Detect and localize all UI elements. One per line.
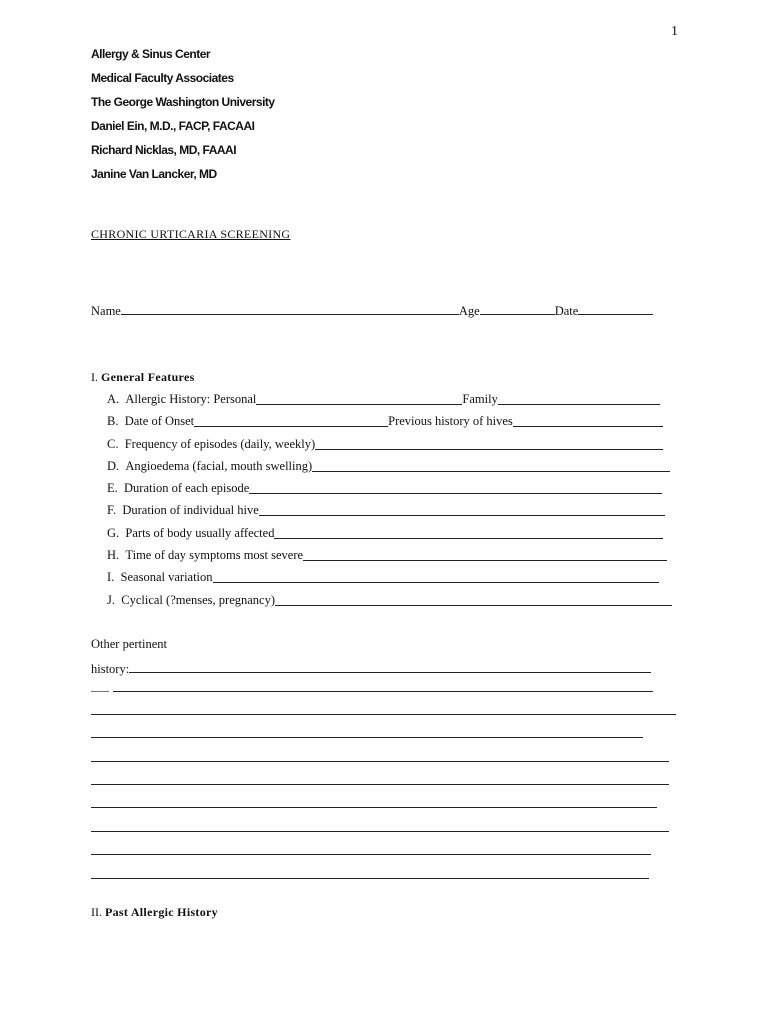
time-of-day-label: Time of day symptoms most severe [125, 548, 304, 563]
other-history-lines [91, 680, 676, 890]
section-general-numeral: I. [91, 370, 98, 384]
date-of-onset-label: Date of Onset [124, 414, 195, 429]
clinic-name: Allergy & Sinus Center [91, 47, 211, 61]
date-of-onset-field[interactable] [194, 414, 388, 427]
name-field[interactable] [121, 302, 459, 315]
allergic-history-label: Allergic History: Personal [125, 392, 257, 406]
history-label: history: [91, 662, 130, 676]
page-number: 1 [671, 24, 678, 39]
physician-2: Richard Nicklas, MD, FAAAI [91, 143, 237, 157]
age-label: Age [458, 304, 480, 318]
hive-duration-field[interactable] [259, 503, 665, 516]
history-line[interactable] [91, 749, 669, 761]
history-line[interactable] [91, 726, 643, 738]
list-item: E. Duration of each episode [107, 481, 672, 503]
history-line-prefix: ___ [91, 679, 109, 693]
physician-1: Daniel Ein, M.D., FACP, FACAAI [91, 119, 255, 133]
other-history-field[interactable] [129, 660, 651, 673]
date-label: Date [554, 304, 579, 318]
cyclical-label: Cyclical (?menses, pregnancy) [121, 592, 276, 607]
history-line[interactable] [91, 773, 669, 785]
form-title: CHRONIC URTICARIA SCREENING [91, 227, 291, 241]
history-line[interactable] [91, 866, 649, 878]
faculty-name: Medical Faculty Associates [91, 71, 234, 85]
section-past-heading [91, 905, 218, 920]
previous-hives-field[interactable] [513, 414, 663, 427]
general-features-list [107, 392, 672, 615]
cyclical-field[interactable] [275, 593, 672, 606]
list-item: I. Seasonal variation [107, 570, 672, 592]
other-history-row [91, 660, 651, 677]
history-line[interactable] [91, 702, 676, 714]
time-of-day-field[interactable] [303, 548, 667, 561]
episode-duration-label: Duration of each episode [124, 481, 250, 496]
section-past-title: Past Allergic History [105, 905, 218, 919]
angioedema-field[interactable] [312, 459, 670, 472]
date-field[interactable] [578, 302, 653, 315]
list-item: F. Duration of individual hive [107, 503, 672, 525]
body-parts-label: Parts of body usually affected [125, 525, 275, 540]
patient-info-row [91, 302, 653, 319]
body-parts-field[interactable] [274, 526, 663, 539]
letterhead [91, 44, 275, 188]
history-line[interactable] [91, 843, 651, 855]
list-item: A. Allergic History: Personal Family [107, 392, 672, 414]
seasonal-label: Seasonal variation [120, 570, 213, 585]
section-past-numeral: II. [91, 905, 102, 919]
frequency-label: Frequency of episodes (daily, weekly) [124, 436, 316, 451]
university-name: The George Washington University [91, 95, 275, 109]
list-item: C. Frequency of episodes (daily, weekly) [107, 437, 672, 459]
other-history-label: Other pertinent [91, 637, 168, 651]
physician-3: Janine Van Lancker, MD [91, 167, 217, 181]
seasonal-field[interactable] [213, 570, 659, 583]
personal-history-field[interactable] [256, 392, 462, 405]
history-line[interactable] [91, 680, 676, 691]
name-label: Name [91, 304, 121, 318]
angioedema-label: Angioedema (facial, mouth swelling) [125, 458, 313, 473]
history-line[interactable] [91, 819, 669, 831]
family-history-field[interactable] [498, 392, 660, 405]
section-general-title: General Features [101, 370, 195, 384]
history-line[interactable] [91, 796, 657, 808]
list-item: H. Time of day symptoms most severe [107, 548, 672, 570]
family-label: Family [462, 392, 498, 406]
hive-duration-label: Duration of individual hive [122, 503, 259, 518]
list-item: J. Cyclical (?menses, pregnancy) [107, 593, 672, 615]
list-item: D. Angioedema (facial, mouth swelling) [107, 459, 672, 481]
frequency-field[interactable] [315, 437, 663, 450]
age-field[interactable] [480, 302, 555, 315]
section-general-heading [91, 370, 195, 385]
previous-hives-label: Previous history of hives [388, 414, 513, 429]
episode-duration-field[interactable] [249, 481, 662, 494]
list-item: G. Parts of body usually affected [107, 526, 672, 548]
list-item: B. Date of Onset Previous history of hives [107, 414, 672, 436]
